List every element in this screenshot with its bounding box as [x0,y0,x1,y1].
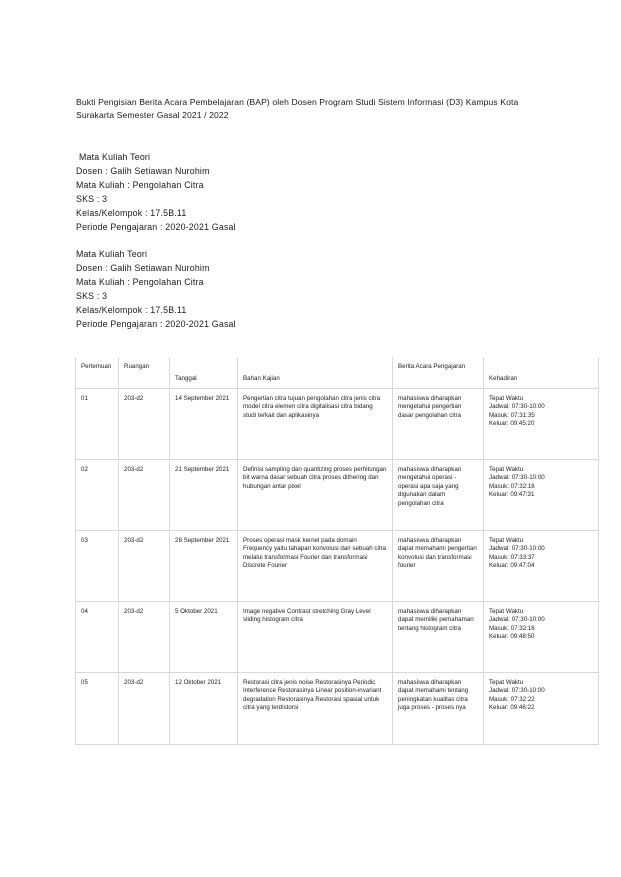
attendance-schedule: Jadwal: 07:30-10:00 [489,616,545,624]
cell-pertemuan: 03 [76,531,119,602]
attendance-check-out: Keluar: 09:48:50 [489,633,535,641]
attendance-check-out: Keluar: 09:46:22 [489,704,535,712]
table-row [76,389,599,460]
cell-tanggal: 5 Oktober 2021 [170,602,238,673]
attendance-check-in: Masuk: 07:31:35 [489,411,535,419]
cell-bahan-kajian: Restorasi citra jenis noise Restorasinya Periodic Interference Restorasinya Linear position-invariant degradation Restorasinya Restorasi spasial untuk citra yang terdistorsi [238,673,393,745]
class-group: Kelas/Kelompok : 17.5B.11 [76,208,187,218]
table-row [76,531,599,602]
course-info-block [76,247,236,331]
cell-ruangan: 203-d2 [119,673,170,745]
attendance-schedule: Jadwal: 07:30-10:00 [489,474,545,482]
attendance-check-in: Masuk: 07:32:16 [489,624,535,632]
cell-berita-acara: mahasiswa diharapkan dapat memahami tentang peningkatan kualitas citra juga proses - proses nya [393,673,484,745]
teaching-period: Periode Pengajaran : 2020-2021 Gasal [76,222,236,232]
cell-tanggal: 28 September 2021 [170,531,238,602]
header-kehadiran: Kehadiran [484,357,599,389]
header-bahan-kajian: Bahan Kajian [238,357,393,389]
attendance-status: Tepat Waktu [489,466,524,473]
table-row [76,460,599,531]
attendance-schedule: Jadwal: 07:30-10:00 [489,545,545,553]
cell-tanggal: 21 September 2021 [170,460,238,531]
course-credits: SKS : 3 [76,194,108,204]
header-berita-acara: Berita Acara Pengajaran [393,357,484,389]
cell-ruangan: 203-d2 [119,460,170,531]
cell-ruangan: 203-d2 [119,389,170,460]
course-type: Mata Kuliah Teori [79,152,151,162]
cell-bahan-kajian: Pengertian citra tujuan pengolahan citra jenis citra model citra elemen citra digitalisasi citra bidang studi terkait dan aplikasinya [238,389,393,460]
course-credits: SKS : 3 [76,291,108,301]
cell-kehadiran [484,389,599,460]
table-header-row [76,357,599,389]
attendance-status: Tepat Waktu [489,395,524,402]
attendance-check-in: Masuk: 07:33:37 [489,553,535,561]
attendance-check-out: Keluar: 09:47:04 [489,562,535,570]
cell-pertemuan: 05 [76,673,119,745]
cell-bahan-kajian: Proses operasi mask kernel pada domain Frequency yaitu tahapan konvolusi dari sebuah citra melalui transformasi Fourier dan transformasi Discrete Fourier [238,531,393,602]
attendance-check-out: Keluar: 09:45:20 [489,420,535,428]
course-type: Mata Kuliah Teori [76,249,148,259]
cell-kehadiran [484,460,599,531]
course-name: Mata Kuliah : Pengolahan Citra [76,277,204,287]
cell-ruangan: 203-d2 [119,602,170,673]
cell-berita-acara: mahasiswa diharapkan mengetahui operasi - operasi apa saja yang digunakan dalam pengolahan citra [393,460,484,531]
teaching-period: Periode Pengajaran : 2020-2021 Gasal [76,319,236,329]
cell-bahan-kajian: Definisi sampling dan quantizing proses perhitungan bit warna dasar sebuah citra proses dithering dan hubungan antar pixel [238,460,393,531]
cell-pertemuan: 02 [76,460,119,531]
cell-berita-acara: mahasiswa diharapkan dapat memahami pengertian konvolusi dan transformasi fourier [393,531,484,602]
attendance-schedule: Jadwal: 07:30-10:00 [489,403,545,411]
attendance-status: Tepat Waktu [489,537,524,544]
cell-ruangan: 203-d2 [119,531,170,602]
class-group: Kelas/Kelompok : 17.5B.11 [76,305,187,315]
lecturer-name: Dosen : Galih Setiawan Nurohim [76,166,210,176]
table-row [76,602,599,673]
lecturer-name: Dosen : Galih Setiawan Nurohim [76,263,210,273]
attendance-check-out: Keluar: 09:47:31 [489,491,535,499]
attendance-status: Tepat Waktu [489,679,524,686]
page-title: Bukti Pengisian Berita Acara Pembelajaran (BAP) oleh Dosen Program Studi Sistem Informasi (D3) Kampus Kota Surakarta Semester Gasal 2021 / 2022 [76,97,519,120]
cell-berita-acara: mahasiswa diharapkan dapat memiliki pemahaman tentang histogram citra [393,602,484,673]
cell-kehadiran [484,673,599,745]
bap-table [75,357,599,745]
attendance-check-in: Masuk: 07:32:16 [489,482,535,490]
cell-tanggal: 14 September 2021 [170,389,238,460]
cell-bahan-kajian: Image negative Contrast stretching Gray Level sliding histogram citra [238,602,393,673]
header-tanggal: Tanggal [170,357,238,389]
cell-kehadiran [484,602,599,673]
header-pertemuan: Pertemuan [76,357,119,389]
cell-tanggal: 12 Oktober 2021 [170,673,238,745]
cell-pertemuan: 01 [76,389,119,460]
attendance-check-in: Masuk: 07:32:22 [489,695,535,703]
attendance-status: Tepat Waktu [489,608,524,615]
attendance-schedule: Jadwal: 07:30-10:00 [489,687,545,695]
cell-pertemuan: 04 [76,602,119,673]
course-info-block [76,150,236,234]
cell-berita-acara: mahasiswa diharapkan mengetahui pengertian dasar pengolahan citra [393,389,484,460]
course-name: Mata Kuliah : Pengolahan Citra [76,180,204,190]
cell-kehadiran [484,531,599,602]
header-ruangan: Ruangan [119,357,170,389]
table-row [76,673,599,745]
